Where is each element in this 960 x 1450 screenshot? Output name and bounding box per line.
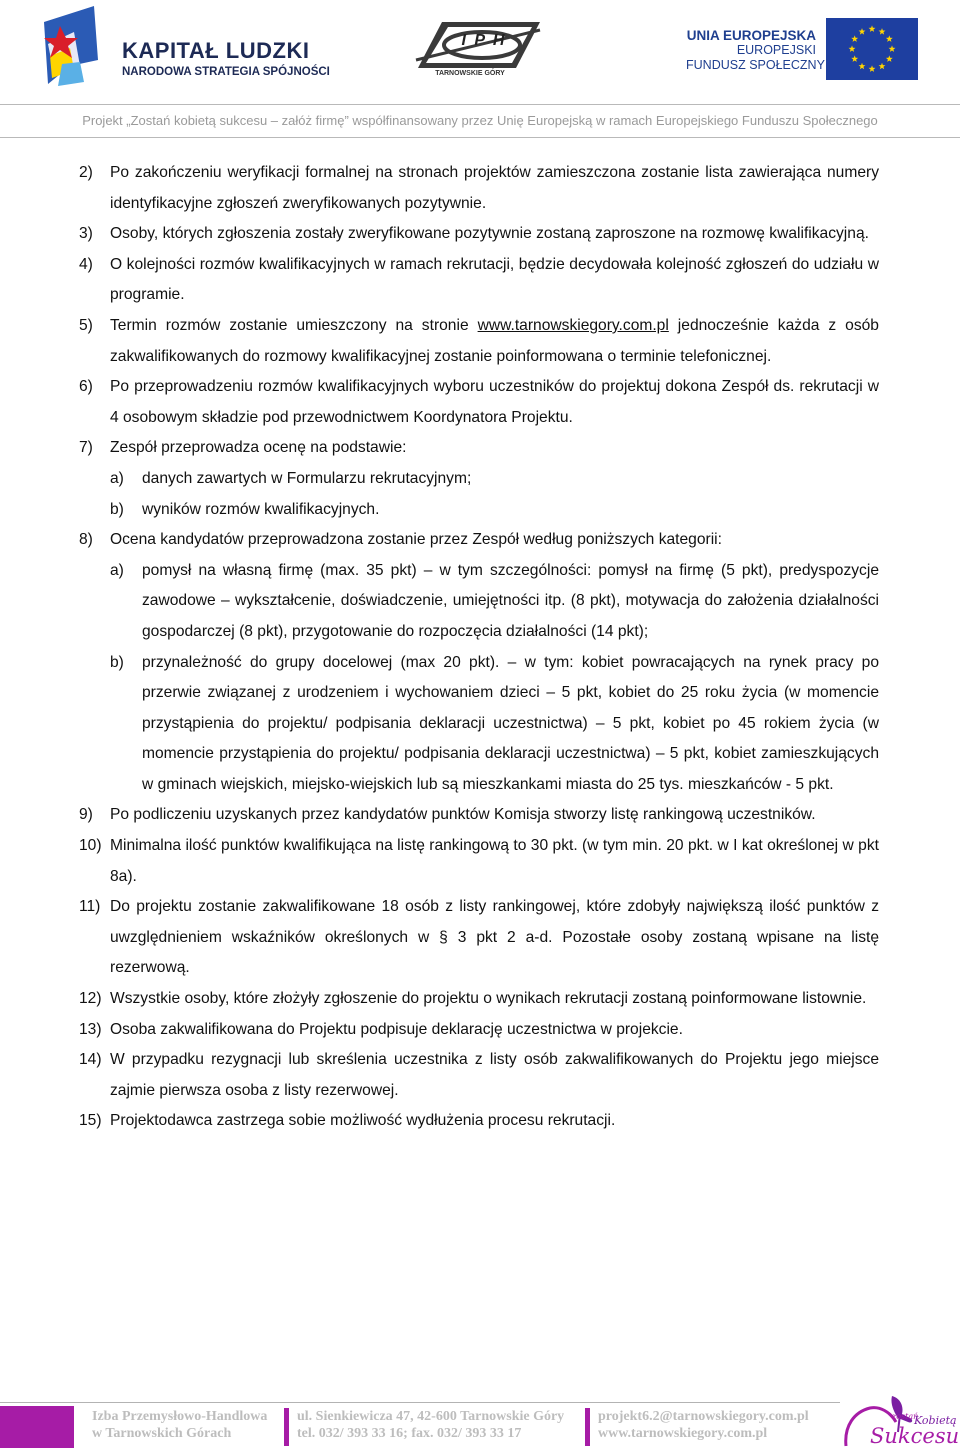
item-text: Po przeprowadzeniu rozmów kwalifikacyjnych wyboru uczestników do projektuj dokona Zespół ds. rekrutacji w 4 osobowym składzie pod przewodnictwem Koordynatora Projektu. [110, 378, 879, 426]
footer-divider [0, 1402, 840, 1403]
footer-org [92, 1408, 267, 1442]
list-item [79, 831, 879, 892]
footer-phone: tel. 032/ 393 33 16; fax. 032/ 393 33 17 [297, 1426, 522, 1441]
item-text: Osoby, których zgłoszenia zostały zweryfikowane pozytywnie zostaną zaproszone na rozmowę kwalifikacyjną. [110, 225, 869, 243]
list-item [79, 892, 879, 984]
list-item [79, 1106, 879, 1137]
item-number: 9) [79, 806, 93, 824]
page-footer [0, 1392, 960, 1450]
item-number: 13) [79, 1020, 102, 1038]
list-item [79, 433, 879, 525]
logo-word-1: zostań [892, 1412, 919, 1421]
item-text: Do projektu zostanie zakwalifikowane 18 osób z listy rankingowej, które zdobyły największą ilość punktów z uwzględnieniem wskaźników określonych w § 3 pkt 2 a-d. Pozostałe osoby zostaną wpisane na listę rezerwową. [110, 898, 879, 977]
item-number: 3) [79, 225, 93, 243]
item-text: Projektodawca zastrzega sobie możliwość wydłużenia procesu rekrutacji. [110, 1112, 616, 1130]
footer-separator [585, 1408, 590, 1446]
item-number: 15) [79, 1112, 102, 1130]
iph-logo [412, 18, 544, 80]
kapital-ludzki-logo [40, 4, 340, 96]
item-text: Po podliczeniu uzyskanych przez kandydatów punktów Komisja stworzy listę rankingową uczestników. [110, 806, 816, 824]
footer-email[interactable]: projekt6.2@tarnowskiegory.com.pl [598, 1409, 809, 1424]
item-text-before-link: Termin rozmów zostanie umieszczony na stronie [110, 316, 478, 334]
list-item [79, 1045, 879, 1106]
item-text: Wszystkie osoby, które złożyły zgłoszenie do projektu o wynikach rekrutacji zostaną poinformowane listownie. [110, 990, 867, 1008]
item-text-after-link: jednocześnie każda z osób zakwalifikowanych do rozmowy kwalifikacyjnej zostanie poinformowana o terminie telefonicznej. [110, 316, 879, 365]
kapital-ludzki-subtitle: NARODOWA STRATEGIA SPÓJNOŚCI [122, 66, 330, 78]
item-text: Zespół przeprowadza ocenę na podstawie: [110, 439, 407, 457]
footer-street: ul. Sienkiewicza 47, 42-600 Tarnowskie Góry [297, 1409, 565, 1424]
footer-website[interactable]: www.tarnowskiegory.com.pl [598, 1426, 768, 1441]
sub-item-text: wyników rozmów kwalifikacyjnych. [142, 500, 380, 518]
page-header [0, 0, 960, 104]
item-text: O kolejności rozmów kwalifikacyjnych w ramach rekrutacji, będzie decydowała kolejność zgłoszeń do udziału w programie. [110, 255, 879, 304]
item-number: 10) [79, 837, 102, 855]
eu-line-3: FUNDUSZ SPOŁECZNY [686, 58, 825, 72]
item-number: 12) [79, 990, 102, 1008]
item-number: 14) [79, 1051, 102, 1069]
item-number: 5) [79, 316, 93, 334]
footer-accent-block [0, 1406, 74, 1448]
sub-item [110, 648, 879, 801]
item-text: Osoba zakwalifikowana do Projektu podpisuje deklarację uczestnictwa w projekcie. [110, 1020, 683, 1038]
list-item [79, 525, 879, 800]
eu-line-1: UNIA EUROPEJSKA [686, 28, 816, 43]
eu-text [686, 28, 825, 73]
item-text: Minimalna ilość punktów kwalifikująca na listę rankingową to 30 pkt. (w tym min. 20 pkt. w I kat określonej w pkt 8a). [110, 837, 879, 885]
item-text: Ocena kandydatów przeprowadzona zostanie przez Zespół według poniższych kategorii: [110, 531, 722, 549]
iph-caption: TARNOWSKIE GÓRY [435, 70, 505, 77]
kapital-ludzki-title: KAPITAŁ LUDZKI [122, 38, 310, 63]
website-link[interactable]: www.tarnowskiegory.com.pl [477, 316, 669, 334]
sub-item [110, 556, 879, 648]
footer-address [297, 1408, 564, 1442]
logo-word-2: Kobietą [914, 1414, 957, 1427]
eu-line-2: EUROPEJSKI [736, 43, 816, 57]
project-caption: Projekt „Zostań kobietą sukcesu – załóż firmę” współfinansowany przez Unię Europejską w ramach Europejskiego Funduszu Społecznego [82, 113, 878, 128]
list-item [79, 984, 879, 1015]
kapital-ludzki-emblem-icon [40, 4, 102, 96]
list-item [79, 372, 879, 433]
project-banner [0, 104, 960, 138]
sub-item-text: danych zawartych w Formularzu rekrutacyjnym; [142, 469, 472, 487]
kobieta-sukcesu-logo [840, 1392, 958, 1450]
item-number: 8) [79, 531, 93, 549]
sub-item-letter: a) [110, 469, 124, 487]
regulation-list [79, 158, 879, 1137]
list-item [79, 311, 879, 372]
sub-item-letter: b) [110, 500, 124, 518]
item-number: 2) [79, 164, 93, 181]
item-number: 4) [79, 255, 93, 273]
list-item [79, 1015, 879, 1046]
item-number: 7) [79, 439, 93, 457]
sub-item-text: pomysł na własną firmę (max. 35 pkt) – w tym szczególności: pomysł na firmę (5 pkt), predyspozycje zawodowe – wykształcenie, doświadczenie, umiejętności itp. (8 pkt), motywacja do założenia działalności gospodarczej (8 pkt), przygotowanie do rozpoczęcia działalności (14 pkt); [142, 561, 879, 640]
sub-item [110, 464, 879, 495]
footer-contact [598, 1408, 809, 1442]
logo-word-3: Sukcesu [870, 1424, 960, 1448]
item-number: 11) [79, 898, 101, 916]
item-number: 6) [79, 378, 93, 396]
list-item [79, 250, 879, 311]
item-text: Po zakończeniu weryfikacji formalnej na stronach projektów zamieszczona zostanie lista zawierająca numery identyfikacyjne zgłoszeń zweryfikowanych pozytywnie. [110, 164, 879, 212]
eu-logo [686, 14, 922, 84]
sub-item-letter: b) [110, 653, 124, 671]
item-text: W przypadku rezygnacji lub skreślenia uczestnika z listy osób zakwalifikowanych do Projektu jego miejsce zajmie pierwsza osoba z listy rezerwowej. [110, 1051, 879, 1099]
sub-item-text: przynależność do grupy docelowej (max 20 pkt). – w tym: kobiet powracających na rynek pracy po przerwie związanej z urodzeniem i wychowaniem dzieci – 5 pkt, kobiet do 25 roku życia (w momencie przystąpienia do projektu/ podpisania deklaracji uczestnictwa) – 5 pkt, kobiet po 45 rokiem życia (w momencie przystąpienia do projektu/ podpisania deklaracji uczestnictwa) – 5 pkt, kobiet zamieszkujących w gminach wiejskich, miejsko-wiejskich lub są mieszkankami miasta do 25 tys. mieszkańców - 5 pkt. [142, 653, 879, 793]
sub-item-letter: a) [110, 561, 124, 579]
sub-item [110, 495, 879, 526]
list-item [79, 219, 879, 250]
iph-letters: I P H [461, 32, 507, 49]
eu-flag-icon [826, 18, 918, 80]
list-item [79, 158, 879, 219]
footer-separator [284, 1408, 289, 1446]
list-item [79, 800, 879, 831]
footer-org-name: Izba Przemysłowo-Handlowa [92, 1409, 268, 1424]
footer-org-city: w Tarnowskich Górach [92, 1426, 232, 1441]
